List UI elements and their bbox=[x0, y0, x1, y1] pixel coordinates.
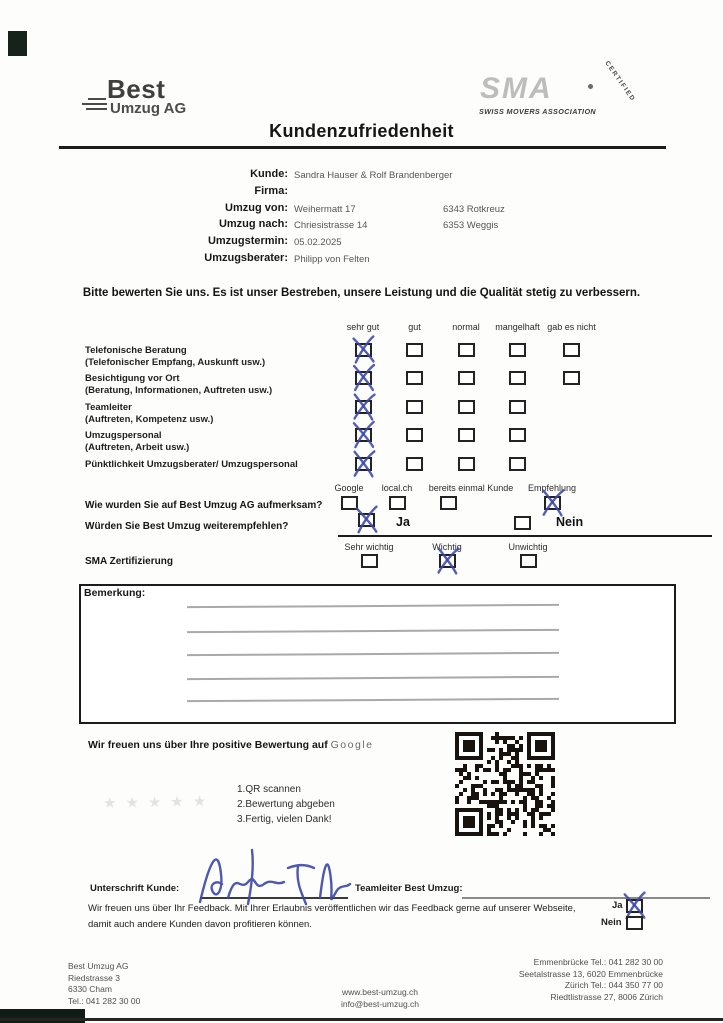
scan-artifact-top-left bbox=[8, 31, 27, 56]
source-column-header: local.ch bbox=[381, 483, 413, 493]
source-checkbox bbox=[440, 496, 457, 510]
logo-speed-line bbox=[88, 98, 106, 100]
footer-right-line: Seetalstrasse 13, 6020 Emmenbrücke bbox=[518, 968, 663, 979]
recommend-yes-label: Ja bbox=[396, 515, 410, 529]
pen-x-mark bbox=[349, 450, 377, 478]
footer-right-line: Zürich Tel.: 044 350 77 00 bbox=[564, 980, 663, 990]
rating-checkbox bbox=[406, 371, 423, 385]
rating-row-sublabel: (Auftreten, Kompetenz usw.) bbox=[85, 414, 214, 425]
remarks-label: Bemerkung: bbox=[84, 587, 146, 599]
google-logo-text: Google bbox=[330, 739, 374, 751]
rating-row-label: Telefonische Beratung bbox=[85, 345, 187, 356]
rating-checkbox bbox=[458, 371, 475, 385]
rating-checkbox bbox=[355, 343, 372, 357]
footer-left-line: 6330 Cham bbox=[68, 984, 112, 994]
rating-checkbox bbox=[458, 428, 475, 442]
field-label: Umzugsberater: bbox=[204, 252, 288, 264]
pen-x-mark bbox=[349, 421, 376, 448]
best-umzug-logo-text: Best bbox=[107, 74, 166, 104]
source-column-header: Google bbox=[334, 483, 364, 493]
importance-column-header: Unwichtig bbox=[508, 542, 548, 552]
recommend-no-label: Nein bbox=[556, 515, 584, 529]
pen-x-mark bbox=[350, 364, 377, 391]
consent-no-label: Nein bbox=[601, 917, 622, 928]
field-label: Kunde: bbox=[250, 168, 288, 180]
field-label: Umzug von: bbox=[225, 201, 288, 214]
importance-column-header: Wichtig bbox=[432, 542, 462, 552]
rating-checkbox bbox=[458, 457, 475, 471]
pen-x-mark bbox=[349, 392, 377, 420]
field-label: Umzugstermin: bbox=[207, 235, 288, 248]
recommend-divider-line bbox=[338, 535, 712, 537]
scan-artifact-bottom-line bbox=[0, 1018, 723, 1021]
consent-yes-checkbox bbox=[626, 899, 643, 913]
rating-checkbox bbox=[509, 457, 526, 471]
footer-left-line: Riedstrasse 3 bbox=[68, 972, 120, 983]
rating-checkbox bbox=[355, 428, 372, 442]
rating-row-label: Umzugspersonal bbox=[85, 430, 162, 441]
field-value-city: 6353 Weggis bbox=[443, 220, 499, 232]
footer-right-line: Emmenbrücke Tel.: 041 282 30 00 bbox=[533, 957, 663, 967]
review-prompt bbox=[88, 739, 373, 751]
faint-stars-decoration: ★★★★★ bbox=[102, 793, 216, 812]
customer-signature-label: Unterschrift Kunde: bbox=[90, 883, 180, 894]
consent-no-checkbox bbox=[626, 916, 643, 930]
rating-column-header: mangelhaft bbox=[495, 322, 540, 332]
qr-code-image bbox=[455, 732, 555, 836]
rating-column-header: gut bbox=[408, 322, 421, 332]
intro-text: Bitte bewerten Sie uns. Es ist unser Bestreben, unsere Leistung und die Qualität stetig zu verbessern. bbox=[82, 287, 641, 299]
rating-checkbox bbox=[509, 371, 526, 385]
field-value: 05.02.2025 bbox=[294, 237, 342, 249]
recommend-question: Würden Sie Best Umzug weiterempfehlen? bbox=[85, 521, 289, 532]
field-value: Sandra Hauser & Rolf Brandenberger bbox=[294, 170, 453, 181]
rating-row-sublabel: (Telefonischer Empfang, Auskunft usw.) bbox=[85, 357, 266, 368]
rating-checkbox bbox=[355, 457, 372, 471]
consent-text-line2: damit auch andere Kunden davon profitieren können. bbox=[88, 919, 312, 930]
teamleader-signature-line bbox=[462, 897, 710, 899]
rating-checkbox bbox=[458, 400, 475, 414]
qr-code bbox=[455, 732, 555, 836]
logo-speed-line bbox=[86, 108, 107, 110]
rating-checkbox bbox=[563, 371, 580, 385]
rating-checkbox bbox=[509, 343, 526, 357]
footer-center-line: info@best-umzug.ch bbox=[340, 998, 420, 1009]
rating-checkbox bbox=[509, 400, 526, 414]
title-underline bbox=[59, 146, 666, 149]
review-step: 2.Bewertung abgeben bbox=[237, 799, 335, 811]
source-question: Wie wurden Sie auf Best Umzug AG aufmerksam? bbox=[85, 500, 323, 511]
rating-column-header: normal bbox=[452, 322, 480, 332]
sma-logo-subtitle: SWISS MOVERS ASSOCIATION bbox=[479, 107, 597, 116]
field-value: Weihermatt 17 bbox=[294, 203, 356, 215]
pen-x-mark bbox=[433, 546, 461, 574]
page-title: Kundenzufriedenheit bbox=[269, 121, 454, 141]
rating-checkbox bbox=[406, 428, 423, 442]
field-value: Philipp von Felten bbox=[294, 254, 370, 265]
consent-text-line1: Wir freuen uns über Ihr Feedback. Mit Ihrer Erlaubnis veröffentlichen wir das Feedback gerne auf unserer Webseite, bbox=[88, 903, 576, 914]
pen-x-mark bbox=[349, 335, 377, 363]
source-column-header: Empfehlung bbox=[527, 483, 577, 493]
sma-certified-seal-icon bbox=[588, 84, 593, 89]
importance-column-header: Sehr wichtig bbox=[344, 542, 394, 552]
importance-checkbox bbox=[361, 554, 378, 568]
rating-row-sublabel: (Beratung, Informationen, Auftreten usw.) bbox=[85, 385, 273, 396]
rating-checkbox bbox=[355, 371, 372, 385]
teamleader-signature-label: Teamleiter Best Umzug: bbox=[355, 883, 463, 894]
field-value-city: 6343 Rotkreuz bbox=[443, 203, 505, 215]
importance-question: SMA Zertifizierung bbox=[85, 556, 173, 567]
recommend-no-checkbox bbox=[514, 516, 531, 530]
rating-checkbox bbox=[458, 343, 475, 357]
sma-logo-text: SMA bbox=[480, 72, 553, 105]
recommend-yes-checkbox bbox=[358, 513, 375, 527]
source-checkbox bbox=[389, 496, 406, 510]
source-checkbox bbox=[544, 496, 561, 510]
logo-speed-line bbox=[82, 103, 107, 105]
importance-checkbox bbox=[439, 554, 456, 568]
rating-checkbox bbox=[406, 457, 423, 471]
review-prompt-text: Wir freuen uns über Ihre positive Bewertung auf bbox=[88, 739, 328, 751]
footer-left-line: Best Umzug AG bbox=[68, 961, 129, 971]
field-label: Umzug nach: bbox=[218, 218, 288, 231]
pen-x-mark bbox=[352, 506, 380, 534]
rating-row-label: Teamleiter bbox=[85, 402, 132, 413]
footer-left-line: Tel.: 041 282 30 00 bbox=[68, 995, 141, 1006]
rating-checkbox bbox=[406, 343, 423, 357]
rating-checkbox bbox=[406, 400, 423, 414]
rating-row-label: Pünktlichkeit Umzugsberater/ Umzugspersonal bbox=[85, 459, 298, 470]
source-column-header: bereits einmal Kunde bbox=[428, 483, 514, 493]
footer-right-line: Riedtlistrasse 27, 8006 Zürich bbox=[550, 991, 663, 1002]
pen-x-mark bbox=[538, 489, 566, 517]
rating-row-sublabel: (Auftreten, Arbeit usw.) bbox=[85, 442, 190, 453]
sma-certified-arc-text: CERTIFIED bbox=[603, 59, 637, 104]
consent-yes-label: Ja bbox=[612, 900, 623, 911]
review-step: 3.Fertig, vielen Dank! bbox=[237, 814, 332, 826]
handwritten-signature bbox=[188, 840, 358, 910]
rating-row-label: Besichtigung vor Ort bbox=[85, 373, 180, 384]
rating-checkbox bbox=[355, 400, 372, 414]
best-umzug-logo-subtext: Umzug AG bbox=[110, 100, 187, 117]
review-step: 1.QR scannen bbox=[237, 784, 301, 795]
rating-column-header: gab es nicht bbox=[547, 322, 596, 332]
field-value: Chriesistrasse 14 bbox=[294, 220, 368, 232]
rating-column-header: sehr gut bbox=[346, 322, 380, 332]
rating-checkbox bbox=[509, 428, 526, 442]
importance-checkbox bbox=[520, 554, 537, 568]
rating-checkbox bbox=[563, 343, 580, 357]
footer-center-line: www.best-umzug.ch bbox=[341, 987, 419, 997]
field-label: Firma: bbox=[254, 184, 288, 197]
